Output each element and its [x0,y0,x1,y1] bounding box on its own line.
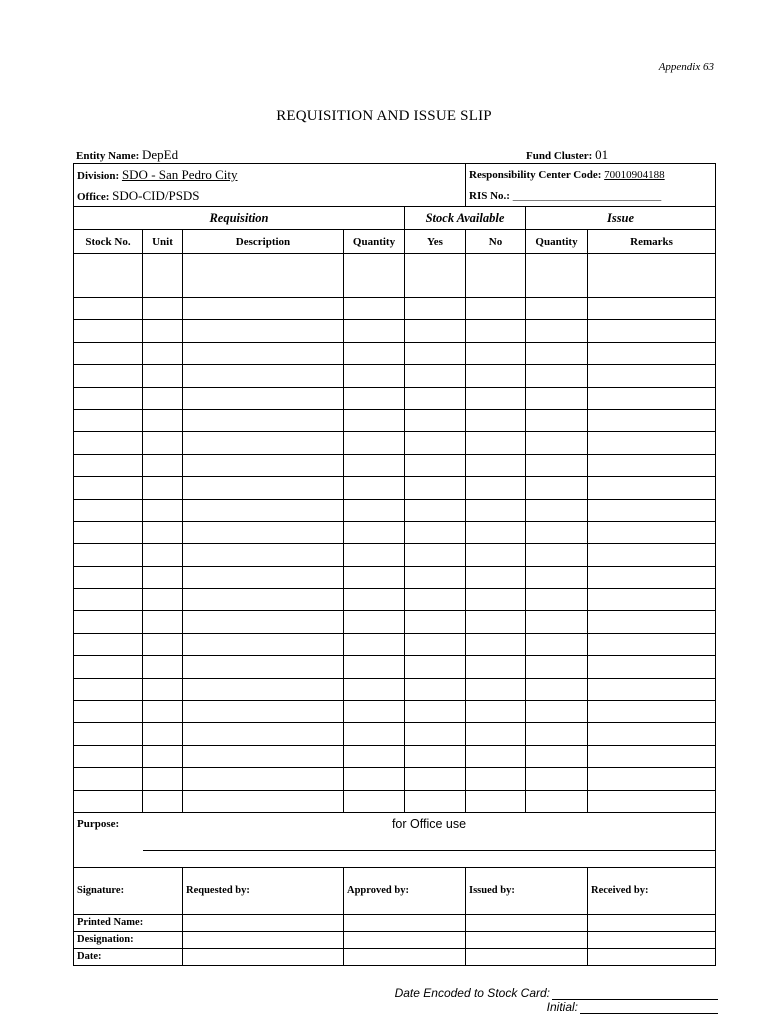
cell-stock-no[interactable] [74,409,143,431]
col-stock-no: Stock No. [74,230,143,254]
cell-remarks[interactable] [588,499,716,521]
cell-yes[interactable] [405,768,466,790]
cell-yes[interactable] [405,365,466,387]
cell-quantity[interactable] [344,365,405,387]
cell-remarks[interactable] [588,409,716,431]
cell-no[interactable] [466,387,526,409]
cell-yes[interactable] [405,320,466,342]
cell-quantity[interactable] [344,342,405,364]
section-requisition: Requisition [74,207,405,230]
division-cell [74,164,466,186]
cell-issue-quantity[interactable] [526,477,588,499]
cell-unit[interactable] [143,521,183,543]
cell-description[interactable] [183,387,344,409]
cell-quantity[interactable] [344,633,405,655]
cell-remarks[interactable] [588,633,716,655]
cell-issue-quantity[interactable] [526,387,588,409]
cell-unit[interactable] [143,745,183,767]
purpose-cell-2 [74,834,716,851]
cell-stock-no[interactable] [74,790,143,812]
received-by-date[interactable] [588,948,716,965]
cell-no[interactable] [466,589,526,611]
cell-description[interactable] [183,365,344,387]
cell-stock-no[interactable] [74,544,143,566]
cell-stock-no[interactable] [74,678,143,700]
cell-stock-no[interactable] [74,768,143,790]
cell-stock-no[interactable] [74,656,143,678]
issued-by-date[interactable] [466,948,588,965]
cell-description[interactable] [183,320,344,342]
cell-remarks[interactable] [588,566,716,588]
cell-quantity[interactable] [344,477,405,499]
purpose-line-2[interactable] [143,834,715,851]
cell-description[interactable] [183,633,344,655]
cell-unit[interactable] [143,432,183,454]
cell-yes[interactable] [405,499,466,521]
entity-name [76,147,178,163]
approved-by-label: Approved by: [344,867,466,914]
cell-description[interactable] [183,254,344,298]
cell-issue-quantity[interactable] [526,432,588,454]
cell-unit[interactable] [143,656,183,678]
cell-issue-quantity[interactable] [526,365,588,387]
appendix-label: Appendix 63 [658,61,714,73]
cell-unit[interactable] [143,409,183,431]
signature-label: Signature: [74,867,183,914]
date-label: Date: [74,948,183,965]
cell-stock-no[interactable] [74,723,143,745]
cell-remarks[interactable] [588,589,716,611]
cell-issue-quantity[interactable] [526,566,588,588]
cell-remarks[interactable] [588,521,716,543]
cell-description[interactable] [183,521,344,543]
section-issue: Issue [526,207,716,230]
cell-issue-quantity[interactable] [526,745,588,767]
cell-issue-quantity[interactable] [526,611,588,633]
cell-no[interactable] [466,566,526,588]
cell-no[interactable] [466,409,526,431]
cell-no[interactable] [466,790,526,812]
approved-by-designation[interactable] [344,931,466,948]
cell-quantity[interactable] [344,521,405,543]
cell-remarks[interactable] [588,365,716,387]
cell-stock-no[interactable] [74,454,143,476]
cell-description[interactable] [183,611,344,633]
cell-unit[interactable] [143,365,183,387]
cell-description[interactable] [183,566,344,588]
ris-table [73,163,716,966]
ris-no-value: ___________________________ [512,189,662,202]
cell-description[interactable] [183,477,344,499]
office-cell [74,186,466,207]
cell-yes[interactable] [405,409,466,431]
designation-row [74,931,716,948]
cell-no[interactable] [466,499,526,521]
cell-quantity[interactable] [344,409,405,431]
cell-unit[interactable] [143,723,183,745]
table-row [74,633,716,655]
rcc-value: 70010904188 [604,168,665,181]
cell-quantity[interactable] [344,298,405,320]
cell-no[interactable] [466,477,526,499]
cell-description[interactable] [183,589,344,611]
cell-no[interactable] [466,656,526,678]
table-row [74,499,716,521]
cell-yes[interactable] [405,298,466,320]
printed-name-row [74,914,716,931]
entity-name-label: Entity Name: [76,150,140,162]
table-row [74,611,716,633]
cell-description[interactable] [183,768,344,790]
cell-unit[interactable] [143,387,183,409]
page-title: REQUISITION AND ISSUE SLIP [276,108,492,124]
table-row [74,701,716,723]
cell-unit[interactable] [143,342,183,364]
cell-stock-no[interactable] [74,342,143,364]
cell-yes[interactable] [405,342,466,364]
cell-remarks[interactable] [588,656,716,678]
table-row [74,521,716,543]
cell-issue-quantity[interactable] [526,342,588,364]
cell-description[interactable] [183,656,344,678]
table-row [74,723,716,745]
issued-by-printed-name[interactable] [466,914,588,931]
division-row [74,164,716,186]
cell-yes[interactable] [405,745,466,767]
fund-cluster [526,147,608,163]
cell-quantity[interactable] [344,656,405,678]
cell-stock-no[interactable] [74,320,143,342]
cell-no[interactable] [466,320,526,342]
col-description: Description [183,230,344,254]
cell-unit[interactable] [143,566,183,588]
cell-yes[interactable] [405,454,466,476]
cell-description[interactable] [183,342,344,364]
cell-unit[interactable] [143,499,183,521]
cell-description[interactable] [183,723,344,745]
cell-issue-quantity[interactable] [526,320,588,342]
cell-description[interactable] [183,409,344,431]
table-row [74,387,716,409]
cell-quantity[interactable] [344,544,405,566]
cell-issue-quantity[interactable] [526,254,588,298]
col-issue-quantity: Quantity [526,230,588,254]
cell-yes[interactable] [405,566,466,588]
purpose-row-2 [74,834,716,851]
division-value: SDO - San Pedro City [121,166,238,182]
approved-by-printed-name[interactable] [344,914,466,931]
cell-stock-no[interactable] [74,611,143,633]
cell-stock-no[interactable] [74,566,143,588]
col-unit: Unit [143,230,183,254]
table-row [74,365,716,387]
table-row [74,432,716,454]
table-row [74,656,716,678]
col-quantity: Quantity [344,230,405,254]
purpose-value[interactable]: for Office use [391,816,467,831]
cell-stock-no[interactable] [74,298,143,320]
cell-issue-quantity[interactable] [526,633,588,655]
cell-issue-quantity[interactable] [526,656,588,678]
section-header-row [74,207,716,230]
col-remarks: Remarks [588,230,716,254]
table-row [74,544,716,566]
cell-remarks[interactable] [588,678,716,700]
table-row [74,320,716,342]
cell-yes[interactable] [405,701,466,723]
cell-unit[interactable] [143,320,183,342]
table-row [74,790,716,812]
cell-yes[interactable] [405,521,466,543]
cell-stock-no[interactable] [74,254,143,298]
table-row [74,477,716,499]
cell-quantity[interactable] [344,678,405,700]
requested-by-designation[interactable] [183,931,344,948]
table-row [74,745,716,767]
cell-yes[interactable] [405,254,466,298]
cell-issue-quantity[interactable] [526,298,588,320]
cell-unit[interactable] [143,454,183,476]
cell-unit[interactable] [143,589,183,611]
cell-remarks[interactable] [588,320,716,342]
cell-stock-no[interactable] [74,633,143,655]
office-row [74,186,716,207]
table-row [74,589,716,611]
cell-remarks[interactable] [588,723,716,745]
rcc-label: Responsibility Center Code: [469,168,602,181]
cell-issue-quantity[interactable] [526,790,588,812]
table-row [74,454,716,476]
issued-by-designation[interactable] [466,931,588,948]
initial-blank[interactable] [580,1001,718,1014]
cell-no[interactable] [466,701,526,723]
cell-yes[interactable] [405,611,466,633]
approved-by-date[interactable] [344,948,466,965]
cell-no[interactable] [466,521,526,543]
col-no: No [466,230,526,254]
office-label: Office: [77,190,110,203]
col-yes: Yes [405,230,466,254]
cell-description[interactable] [183,454,344,476]
requested-by-printed-name[interactable] [183,914,344,931]
cell-description[interactable] [183,544,344,566]
cell-description[interactable] [183,298,344,320]
fund-cluster-label: Fund Cluster: [526,150,593,162]
cell-yes[interactable] [405,723,466,745]
cell-yes[interactable] [405,633,466,655]
cell-yes[interactable] [405,477,466,499]
cell-quantity[interactable] [344,387,405,409]
cell-yes[interactable] [405,432,466,454]
received-by-designation[interactable] [588,931,716,948]
cell-unit[interactable] [143,254,183,298]
cell-unit[interactable] [143,701,183,723]
cell-quantity[interactable] [344,432,405,454]
cell-unit[interactable] [143,611,183,633]
cell-description[interactable] [183,745,344,767]
cell-no[interactable] [466,544,526,566]
cell-no[interactable] [466,745,526,767]
table-row [74,254,716,298]
cell-issue-quantity[interactable] [526,409,588,431]
cell-remarks[interactable] [588,745,716,767]
cell-stock-no[interactable] [74,701,143,723]
cell-unit[interactable] [143,633,183,655]
cell-quantity[interactable] [344,589,405,611]
received-by-printed-name[interactable] [588,914,716,931]
cell-remarks[interactable] [588,342,716,364]
cell-no[interactable] [466,454,526,476]
table-row [74,409,716,431]
cell-issue-quantity[interactable] [526,544,588,566]
office-value: SDO-CID/PSDS [112,187,200,203]
cell-stock-no[interactable] [74,432,143,454]
cell-description[interactable] [183,678,344,700]
cell-remarks[interactable] [588,298,716,320]
cell-stock-no[interactable] [74,745,143,767]
cell-stock-no[interactable] [74,365,143,387]
cell-yes[interactable] [405,656,466,678]
cell-issue-quantity[interactable] [526,499,588,521]
cell-unit[interactable] [143,768,183,790]
cell-unit[interactable] [143,544,183,566]
cell-remarks[interactable] [588,432,716,454]
purpose-line-1 [143,813,715,835]
cell-yes[interactable] [405,790,466,812]
cell-description[interactable] [183,432,344,454]
purpose-label: Purpose: [77,817,120,830]
cell-unit[interactable] [143,790,183,812]
cell-issue-quantity[interactable] [526,589,588,611]
cell-issue-quantity[interactable] [526,678,588,700]
cell-unit[interactable] [143,298,183,320]
cell-remarks[interactable] [588,544,716,566]
purpose-cell [74,812,716,834]
purpose-row-1 [74,812,716,834]
cell-remarks[interactable] [588,790,716,812]
initial-label: Initial: [546,1000,578,1014]
cell-quantity[interactable] [344,499,405,521]
cell-remarks[interactable] [588,254,716,298]
requested-by-label: Requested by: [183,867,344,914]
item-rows [74,254,716,813]
cell-no[interactable] [466,365,526,387]
cell-description[interactable] [183,790,344,812]
purpose-row-3 [74,851,716,867]
designation-label: Designation: [74,931,183,948]
table-row [74,768,716,790]
cell-issue-quantity[interactable] [526,768,588,790]
fund-cluster-value: 01 [595,147,609,162]
cell-remarks[interactable] [588,477,716,499]
cell-no[interactable] [466,768,526,790]
entity-line [76,147,714,163]
cell-stock-no[interactable] [74,589,143,611]
cell-quantity[interactable] [344,790,405,812]
table-row [74,298,716,320]
cell-yes[interactable] [405,678,466,700]
cell-issue-quantity[interactable] [526,723,588,745]
cell-quantity[interactable] [344,454,405,476]
date-row [74,948,716,965]
cell-remarks[interactable] [588,768,716,790]
cell-yes[interactable] [405,387,466,409]
cell-remarks[interactable] [588,387,716,409]
cell-no[interactable] [466,342,526,364]
ris-no-label: RIS No.: [469,189,510,202]
cell-no[interactable] [466,432,526,454]
initial-line [547,1000,718,1014]
cell-no[interactable] [466,254,526,298]
cell-quantity[interactable] [344,611,405,633]
cell-quantity[interactable] [344,768,405,790]
cell-issue-quantity[interactable] [526,521,588,543]
cell-quantity[interactable] [344,254,405,298]
cell-issue-quantity[interactable] [526,701,588,723]
cell-description[interactable] [183,701,344,723]
cell-quantity[interactable] [344,320,405,342]
division-label: Division: [77,169,120,182]
cell-yes[interactable] [405,544,466,566]
cell-remarks[interactable] [588,701,716,723]
rcc-cell [466,164,716,186]
cell-no[interactable] [466,633,526,655]
date-encoded-label: Date Encoded to Stock Card: [394,986,550,1000]
cell-quantity[interactable] [344,566,405,588]
table-row [74,678,716,700]
ris-no-cell [466,186,716,207]
cell-unit[interactable] [143,678,183,700]
cell-stock-no[interactable] [74,387,143,409]
cell-quantity[interactable] [344,723,405,745]
cell-stock-no[interactable] [74,477,143,499]
cell-no[interactable] [466,678,526,700]
table-row [74,566,716,588]
issued-by-label: Issued by: [466,867,588,914]
date-encoded-line [395,986,718,1000]
received-by-label: Received by: [588,867,716,914]
cell-stock-no[interactable] [74,499,143,521]
column-header-row [74,230,716,254]
cell-stock-no[interactable] [74,521,143,543]
entity-name-value: DepEd [142,147,179,162]
cell-no[interactable] [466,298,526,320]
signature-row [74,867,716,914]
cell-quantity[interactable] [344,701,405,723]
cell-remarks[interactable] [588,611,716,633]
cell-issue-quantity[interactable] [526,454,588,476]
requested-by-date[interactable] [183,948,344,965]
table-row [74,342,716,364]
cell-description[interactable] [183,499,344,521]
section-stock-available: Stock Available [405,207,526,230]
purpose-cell-3[interactable] [74,851,716,867]
cell-yes[interactable] [405,589,466,611]
date-encoded-blank[interactable] [552,987,718,1000]
cell-remarks[interactable] [588,454,716,476]
cell-quantity[interactable] [344,745,405,767]
cell-no[interactable] [466,723,526,745]
printed-name-label: Printed Name: [74,914,183,931]
cell-unit[interactable] [143,477,183,499]
cell-no[interactable] [466,611,526,633]
